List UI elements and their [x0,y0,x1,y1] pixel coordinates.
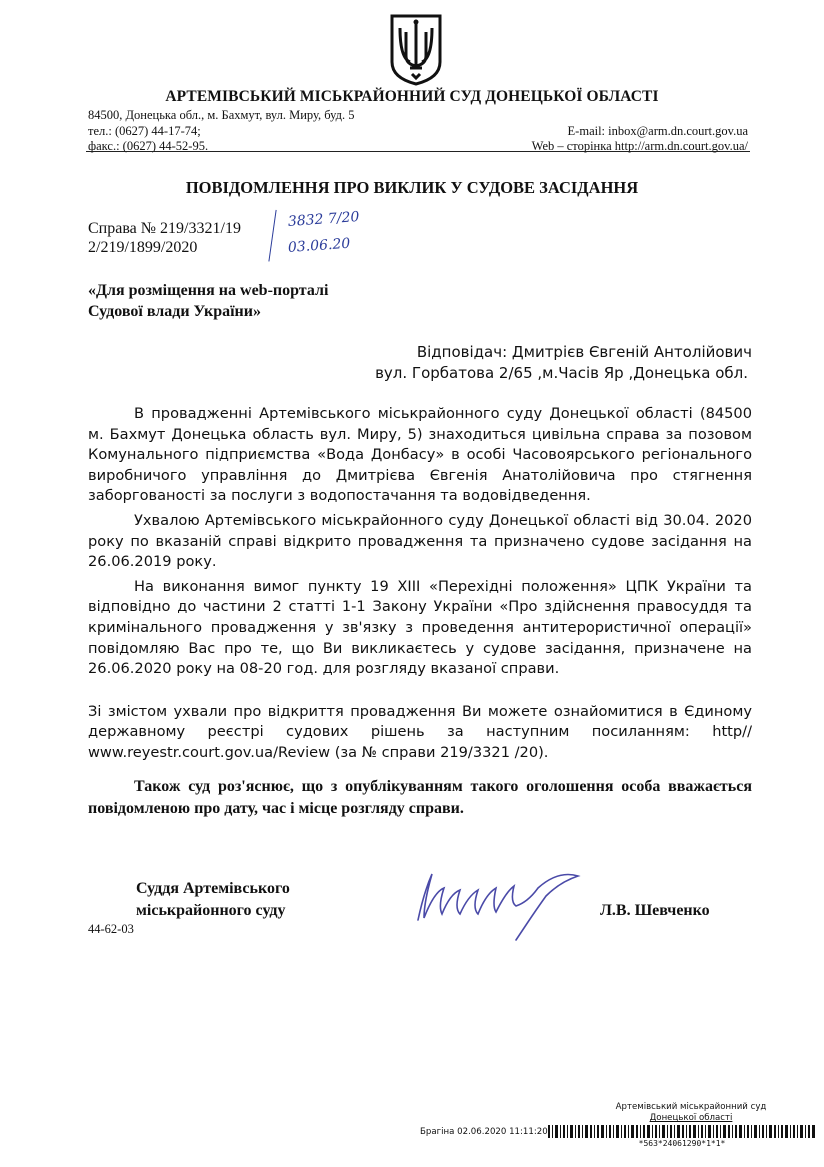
paragraph-summons: На виконання вимог пункту 19 XIII «Перехідні положення» ЦПК України та відповідно до частини 2 статті 1-1 Закону України «Про здійснення правосуддя та кримінального провадження у зв'язку з проведення антитерористичної операції» повідомляю Вас про те, що Ви викликаєтесь у судове засідання, призначене на 26.06.2020 року на 08-20 год. для розгляду вказаної справи. [88,577,752,678]
judge-title-line2: міськрайонного суду [136,902,286,919]
barcode-icon [548,1125,816,1138]
handwritten-date: 03.06.20 [287,235,351,256]
judge-title [136,878,290,922]
paragraph-ruling: Ухвалою Артемівського міськрайонного суду Донецької області від 30.04. 2020 року по вказаній справі відкрито провадження та призначено судове засідання на 26.06.2019 року. [88,511,752,571]
judge-signature [410,862,590,942]
handwritten-registration: 3832 7/20 [287,209,360,230]
header-divider [86,151,750,152]
executor-code: 44-62-03 [88,922,134,936]
case-number: Справа № 219/3321/19 [88,220,241,237]
court-fax: факс.: (0627) 44-52-95. [88,139,209,153]
judge-name: Л.В. Шевченко [600,902,710,919]
portal-note [88,280,328,322]
stamp-court-line1: Артемівський міськрайонний суд [615,1102,767,1112]
respondent-address: вул. Горбатова 2/65 ,м.Часів Яр ,Донецька обл. [375,364,748,382]
handwritten-bracket [268,210,280,262]
stamp-clerk: Брагіна 02.06.2020 11:11:20 [420,1127,548,1137]
stamp-court-line2: Донецької області [649,1113,733,1123]
court-website: Web – сторінка http://arm.dn.court.gov.ua/ [531,139,748,153]
judge-title-line1: Суддя Артемівського [136,880,290,897]
portal-note-line1: «Для розміщення на web-порталі [88,282,329,299]
court-phone: тел.: (0627) 44-17-74; [88,124,201,138]
court-email: E-mail: inbox@arm.dn.court.gov.ua [567,124,748,138]
court-name: АРТЕМІВСЬКИЙ МІСЬКРАЙОННИЙ СУД ДОНЕЦЬКОЇ ОБЛАСТІ [165,88,659,105]
court-address: 84500, Донецька обл., м. Бахмут, вул. Миру, буд. 5 [88,108,355,122]
barcode-text: *563*24061290*1*1* [638,1139,726,1148]
notice-warning: Також суд роз'яснює, що з опублікуванням такого оголошення особа вважається повідомленою про дату, час і місце розгляду справи. [88,778,752,817]
proceeding-number: 2/219/1899/2020 [88,239,198,256]
portal-note-line2: Судової влади України» [88,303,261,320]
paragraph-registry-link: Зі змістом ухвали про відкриття провадження Ви можете ознайомитися в Єдиному державному реєстрі судових рішень за наступним посиланням: http// www.reyestr.court.gov.ua/Review (за № справи 219/3321 /20). [88,702,752,761]
notice-title: ПОВІДОМЛЕННЯ ПРО ВИКЛИК У СУДОВЕ ЗАСІДАННЯ [185,178,639,197]
coat-of-arms-icon [388,12,444,86]
notice-body [88,404,752,764]
paragraph-case-description: В провадженні Артемівського міськрайонного суду Донецької області (84500 м. Бахмут Донецька область вул. Миру, 5) знаходиться цивільна справа за позовом Комунального підприємства «Вода Донбасу» в особі Часовоярського регіонального виробничого управління до Дмитрієва Євгенія Анатолійовича про стягнення заборгованості за послуги з водопостачання та водовідведення. [88,405,752,505]
respondent-name: Відповідач: Дмитрієв Євгеній Антолійович [416,343,752,361]
